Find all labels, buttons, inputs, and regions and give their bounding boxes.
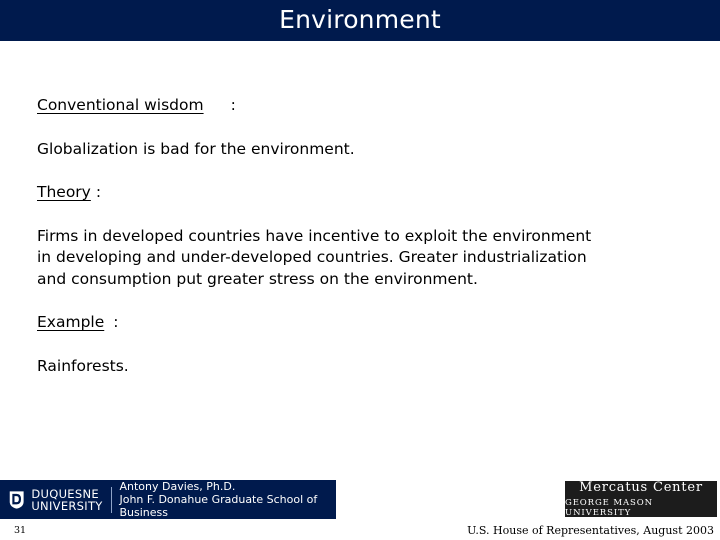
author-school: John F. Donahue Graduate School of Business — [119, 493, 318, 519]
example-heading — [37, 312, 677, 334]
theory-line-2: in developing and under-developed countries. Greater industrialization — [37, 248, 587, 266]
page-number: 31 — [14, 525, 27, 536]
title-bar — [0, 0, 720, 41]
conventional-wisdom-label: Conventional wisdom — [37, 96, 204, 114]
theory-line-3: and consumption put greater stress on the environment. — [37, 269, 478, 288]
conventional-wisdom-text: Globalization is bad for the environment. — [37, 139, 355, 158]
author-credit — [119, 480, 336, 519]
theory-text — [37, 226, 677, 291]
mercatus-university: GEORGE MASON UNIVERSITY — [565, 498, 653, 518]
example-colon: : — [113, 313, 119, 331]
example-text: Rainforests. — [37, 356, 129, 375]
slide-title: Environment — [279, 5, 441, 34]
author-name: Antony Davies, Ph.D. — [119, 480, 236, 493]
conventional-wisdom-colon: : — [230, 96, 236, 114]
conventional-wisdom-heading — [37, 95, 677, 117]
duquesne-emblem-icon — [8, 489, 25, 511]
mercatus-wordmark: Mercatus Center — [579, 480, 703, 495]
theory-label: Theory — [37, 183, 91, 201]
duquesne-wordmark-line-2: UNIVERSITY — [31, 498, 103, 513]
example-label: Example — [37, 313, 105, 331]
mercatus-center-logo — [565, 481, 717, 517]
duquesne-wordmark-line-1: DUQUESNE — [31, 486, 99, 501]
duquesne-wordmark — [31, 488, 102, 512]
theory-heading — [37, 182, 677, 204]
slide-content — [37, 95, 677, 399]
theory-colon: : — [95, 183, 102, 201]
duquesne-logo-banner — [0, 480, 336, 519]
theory-line-1: Firms in developed countries have incentive to exploit the environment — [37, 226, 592, 245]
logo-divider — [111, 487, 112, 513]
venue-date: U.S. House of Representatives, August 2003 — [467, 524, 714, 537]
